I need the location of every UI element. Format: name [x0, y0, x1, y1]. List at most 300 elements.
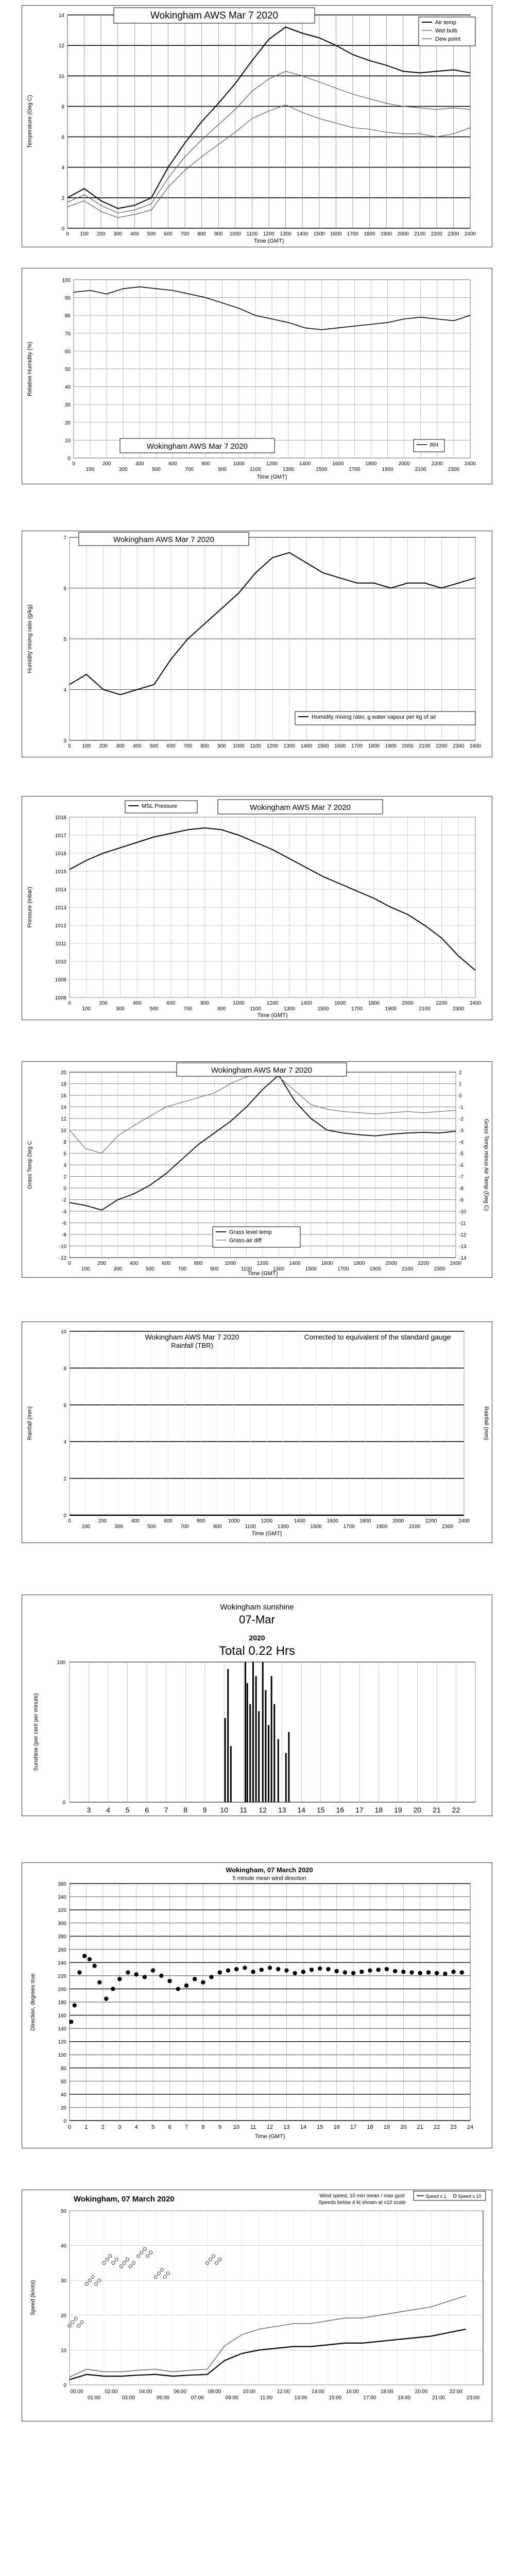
x-tick-label: 5: [125, 1806, 130, 1814]
y-tick-label: 200: [58, 1987, 66, 1993]
x-tick-label: 09:00: [225, 2395, 238, 2401]
x-tick-label: 1500: [310, 1524, 322, 1530]
x-tick-label: 02:00: [105, 2389, 118, 2395]
x-tick-label: 500: [149, 1006, 159, 1012]
x-tick-label: 04:00: [139, 2389, 152, 2395]
y-tick-label: -8: [62, 1232, 66, 1238]
x-tick-label: 700: [178, 1266, 187, 1272]
direction-point: [134, 1972, 138, 1976]
x-tick-label: 600: [164, 1518, 173, 1524]
direction-point: [359, 1970, 364, 1974]
y-tick-label: 1008: [55, 995, 66, 1001]
x-tick-label: 200: [96, 231, 106, 237]
y-axis-label: Rainfall (mm): [27, 1406, 33, 1440]
x-tick-label: 100: [85, 467, 95, 472]
x-tick-label: 2100: [402, 1266, 414, 1272]
x-tick-label: 1700: [349, 467, 360, 472]
y-tick-label: 10: [60, 1329, 66, 1335]
x-tick-label: 19: [394, 1806, 402, 1814]
x-tick-label: 1600: [334, 743, 346, 749]
legend-entry: Speed x 1: [425, 2194, 447, 2199]
y-tick-label: 20: [60, 2313, 66, 2319]
plot-area: [70, 1662, 475, 1802]
y-tick-label: 14: [60, 1105, 66, 1111]
chart-note: Corrected to equivalent of the standard gauge: [304, 1333, 451, 1341]
x-tick-label: 900: [210, 1266, 219, 1272]
x-tick-label: 500: [147, 1524, 156, 1530]
direction-point: [310, 1968, 314, 1972]
x-tick-label: 1200: [256, 1261, 269, 1266]
y2-tick-label: -10: [459, 1209, 467, 1215]
y-tick-label: 60: [60, 2079, 66, 2085]
y2-tick-label: -11: [459, 1221, 466, 1227]
x-tick-label: 1200: [266, 461, 278, 467]
x-tick-label: 5: [151, 2124, 155, 2130]
x-tick-label: 300: [113, 1266, 123, 1272]
y-tick-label: 16: [60, 1093, 66, 1099]
x-tick-label: 400: [130, 231, 139, 237]
humidity-chart: [22, 268, 492, 484]
y-tick-label: 6: [63, 1151, 66, 1157]
direction-point: [97, 1980, 101, 1984]
sunshine-chart: [22, 1595, 492, 1816]
humidity-chart-panel: [22, 268, 492, 484]
pressure-chart: [22, 796, 492, 1020]
chart-subtitle: Wind speed, 10 min mean / max gust: [319, 2193, 405, 2199]
x-tick-label: 10: [233, 2124, 240, 2130]
y-tick-label: 30: [64, 402, 71, 409]
x-tick-label: 1000: [233, 1001, 245, 1006]
y-tick-label: 340: [58, 1894, 66, 1901]
x-tick-label: 800: [201, 461, 211, 467]
x-axis-label: Time (GMT): [257, 1012, 288, 1019]
x-tick-label: 400: [135, 461, 144, 467]
legend-entry: Wet bulb: [435, 28, 458, 34]
x-tick-label: 1900: [385, 1006, 397, 1012]
y2-tick-label: -4: [459, 1140, 464, 1145]
x-tick-label: 100: [81, 1524, 91, 1530]
direction-point: [426, 1970, 431, 1974]
y-tick-label: 360: [58, 1882, 66, 1887]
chart-year: 2020: [249, 1634, 265, 1642]
x-tick-label: 11:00: [260, 2395, 273, 2401]
x-tick-label: 6: [168, 2124, 171, 2130]
x-tick-label: 200: [102, 461, 111, 467]
y-tick-label: 1015: [55, 869, 66, 875]
x-tick-label: 13:00: [294, 2395, 307, 2401]
y-axis-label: Grass Temp Deg C: [27, 1141, 33, 1189]
x-tick-label: 500: [152, 467, 161, 472]
y2-tick-label: 0: [459, 1093, 462, 1099]
direction-point: [284, 1968, 288, 1972]
x-tick-label: 1100: [245, 1524, 256, 1530]
x-tick-label: 14: [297, 1806, 306, 1814]
direction-point: [343, 1970, 347, 1974]
wind-direction-chart-panel: [22, 1862, 492, 2148]
y-tick-label: 3: [63, 738, 66, 744]
y-tick-label: 2: [63, 1174, 66, 1180]
direction-point: [418, 1971, 422, 1975]
x-tick-label: 2200: [436, 1001, 448, 1006]
y-tick-label: 6: [63, 586, 66, 592]
y-tick-label: 0: [63, 1186, 66, 1192]
x-tick-label: 1000: [233, 461, 245, 467]
x-tick-label: 6: [145, 1806, 149, 1814]
x-tick-label: 400: [131, 1518, 140, 1524]
y-tick-label: 10: [58, 74, 64, 80]
x-tick-label: 03:00: [122, 2395, 135, 2401]
chart-title: Wokingham sunshine: [220, 1603, 294, 1612]
x-tick-label: 8: [183, 1806, 188, 1814]
chart-subtitle-2: Speeds below 4 kt shown at x10 scale: [318, 2200, 406, 2206]
x-tick-label: 600: [166, 1001, 176, 1006]
direction-point: [260, 1968, 264, 1972]
y-tick-label: 14: [58, 13, 64, 19]
y2-tick-label: -12: [459, 1232, 467, 1238]
y-tick-label: 6: [61, 134, 64, 141]
y-axis-label: Relative Humidity (%): [27, 342, 33, 396]
x-tick-label: 100: [81, 1266, 90, 1272]
chart-title: Wokingham AWS Mar 7 2020: [145, 1333, 239, 1341]
y2-tick-label: -13: [459, 1244, 467, 1250]
y-tick-label: 140: [58, 2026, 66, 2032]
x-tick-label: 1200: [261, 1518, 273, 1524]
direction-point: [268, 1965, 272, 1970]
x-tick-label: 2: [101, 2124, 105, 2130]
x-tick-label: 1800: [364, 231, 375, 237]
direction-point: [301, 1970, 305, 1974]
x-tick-label: 1900: [385, 743, 397, 749]
y-axis-label: Pressure (mbar): [27, 887, 33, 928]
x-tick-label: 1300: [283, 1006, 295, 1012]
y2-tick-label: -3: [459, 1128, 464, 1134]
y-tick-label: 100: [57, 1660, 65, 1666]
x-tick-label: 18: [367, 2124, 373, 2130]
x-tick-label: 14:00: [311, 2389, 324, 2395]
x-tick-label: 2300: [434, 1266, 445, 1272]
x-axis-label: Time (GMT): [256, 474, 287, 480]
x-tick-label: 12: [266, 2124, 273, 2130]
x-tick-label: 2400: [469, 743, 482, 749]
x-tick-label: 24: [467, 2124, 474, 2130]
y-tick-label: 40: [60, 2243, 66, 2249]
direction-point: [460, 1970, 464, 1974]
direction-point: [176, 1987, 180, 1991]
chart-title: Wokingham AWS Mar 7 2020: [250, 803, 351, 812]
x-tick-label: 1800: [368, 1001, 380, 1006]
x-tick-label: 2300: [441, 1524, 454, 1530]
x-tick-label: 1500: [305, 1266, 317, 1272]
y-tick-label: 1018: [55, 815, 66, 821]
y2-tick-label: -6: [459, 1163, 464, 1168]
y-axis-label: Direction, degrees true: [30, 1973, 36, 2031]
y-tick-label: 8: [61, 104, 64, 110]
x-tick-label: 23:00: [467, 2395, 480, 2401]
x-tick-label: 01:00: [87, 2395, 100, 2401]
x-tick-label: 2000: [402, 743, 414, 749]
x-tick-label: 100: [80, 231, 89, 237]
x-tick-label: 13: [283, 2124, 290, 2130]
direction-point: [143, 1975, 147, 1979]
x-tick-label: 1700: [351, 743, 363, 749]
chart-subtitle: 07-Mar: [239, 1613, 275, 1626]
y-tick-label: 30: [60, 2278, 66, 2284]
x-tick-label: 1000: [228, 1518, 240, 1524]
rainfall-chart: [22, 1322, 492, 1543]
x-tick-label: 2100: [419, 743, 431, 749]
x-tick-label: 1800: [368, 743, 380, 749]
x-tick-label: 1900: [382, 467, 393, 472]
direction-point: [69, 2020, 73, 2024]
x-tick-label: 08:00: [208, 2389, 221, 2395]
grass-temp-chart-panel: [22, 1061, 492, 1278]
x-tick-label: 1000: [229, 231, 241, 237]
x-tick-label: 400: [129, 1261, 139, 1266]
direction-point: [92, 1964, 96, 1968]
x-axis-label: Time (GMT): [253, 238, 284, 244]
y-tick-label: 12: [60, 1116, 66, 1122]
x-tick-label: 4: [134, 2124, 138, 2130]
y-tick-label: 0: [63, 2383, 66, 2388]
y-tick-label: 100: [62, 278, 71, 283]
x-tick-label: 2200: [418, 1261, 430, 1266]
legend-box: [414, 439, 444, 452]
y-tick-label: 60: [64, 349, 71, 355]
y2-axis-label: Grass Temp minus Air Temp (Deg C): [483, 1118, 489, 1211]
y-axis-label: Sunshine (per cent per minute): [33, 1693, 39, 1771]
direction-point: [393, 1969, 397, 1973]
x-tick-label: 2000: [397, 231, 409, 237]
x-tick-label: 1400: [294, 1518, 305, 1524]
x-tick-label: 700: [180, 231, 190, 237]
wind-direction-chart: [22, 1863, 492, 2148]
x-tick-label: 1300: [280, 231, 291, 237]
x-tick-label: 1500: [313, 231, 325, 237]
grass-temp-chart: [22, 1062, 492, 1277]
x-tick-label: 2400: [450, 1261, 462, 1266]
direction-point: [401, 1970, 405, 1974]
y-tick-label: 4: [63, 1439, 66, 1446]
y-tick-label: 1011: [55, 941, 66, 947]
y-tick-label: 20: [64, 420, 71, 426]
x-tick-label: 200: [97, 1261, 106, 1266]
x-tick-label: 1700: [337, 1266, 349, 1272]
x-tick-label: 1400: [289, 1261, 301, 1266]
x-tick-label: 4: [106, 1806, 110, 1814]
x-tick-label: 100: [82, 1006, 91, 1012]
x-tick-label: 800: [197, 231, 207, 237]
x-tick-label: 900: [217, 743, 226, 749]
y-tick-label: 4: [61, 165, 64, 171]
x-tick-label: 19:00: [398, 2395, 411, 2401]
chart-title: Wokingham, 07 March 2020: [74, 2195, 175, 2204]
x-tick-label: 3: [87, 1806, 91, 1814]
legend-entry: Grass level temp: [229, 1229, 272, 1235]
direction-point: [443, 1972, 447, 1976]
sunshine-total: Total 0.22 Hrs: [218, 1644, 296, 1658]
x-tick-label: 600: [164, 231, 173, 237]
y-tick-label: -10: [59, 1244, 66, 1250]
x-tick-label: 9: [202, 1806, 207, 1814]
temperature-chart: [22, 6, 492, 247]
legend-entry: Grass-air diff: [229, 1238, 262, 1244]
x-tick-label: 700: [183, 743, 193, 749]
x-tick-label: 00:00: [70, 2389, 83, 2395]
x-tick-label: 20: [413, 1806, 422, 1814]
y2-axis-label: Rainfall (mm): [483, 1406, 489, 1440]
x-tick-label: 300: [118, 467, 128, 472]
x-tick-label: 800: [200, 1001, 210, 1006]
y-tick-label: 70: [64, 331, 71, 337]
x-tick-label: 2000: [402, 1001, 414, 1006]
direction-point: [193, 1977, 197, 1981]
y-tick-label: 260: [58, 1947, 66, 1953]
mixing-ratio-chart: [22, 531, 492, 757]
x-tick-label: 1400: [297, 231, 308, 237]
y2-tick-label: -2: [459, 1116, 464, 1122]
x-tick-label: 1100: [241, 1266, 252, 1272]
y-tick-label: 1016: [55, 851, 66, 857]
x-tick-label: 2100: [415, 467, 426, 472]
x-axis-label: Time (GMT): [251, 1531, 282, 1537]
direction-point: [218, 1970, 222, 1974]
x-tick-label: 1100: [250, 743, 261, 749]
wind-speed-chart: [22, 2190, 492, 2421]
y2-tick-label: -14: [459, 1256, 467, 1261]
y2-tick-label: 1: [459, 1081, 462, 1088]
x-tick-label: 1200: [263, 231, 275, 237]
x-tick-label: 7: [184, 2124, 188, 2130]
x-tick-label: 11: [250, 2124, 256, 2130]
x-tick-label: 1900: [369, 1266, 381, 1272]
x-tick-label: 900: [214, 231, 223, 237]
direction-point: [88, 1957, 92, 1961]
x-tick-label: 1300: [283, 743, 295, 749]
x-tick-label: 2200: [436, 743, 448, 749]
direction-point: [251, 1970, 255, 1974]
x-tick-label: 1700: [347, 231, 359, 237]
x-tick-label: 400: [132, 743, 142, 749]
x-tick-label: 0: [68, 1001, 71, 1006]
x-tick-label: 500: [145, 1266, 154, 1272]
x-tick-label: 1600: [330, 231, 342, 237]
y-tick-label: 1013: [55, 905, 66, 911]
x-tick-label: 07:00: [191, 2395, 204, 2401]
x-tick-label: 2200: [431, 461, 443, 467]
x-tick-label: 21: [417, 2124, 423, 2130]
x-tick-label: 21:00: [432, 2395, 445, 2401]
y-tick-label: 20: [60, 1070, 66, 1076]
pressure-chart-panel: [22, 796, 492, 1020]
x-tick-label: 3: [118, 2124, 122, 2130]
y-tick-label: 18: [60, 1081, 66, 1088]
y-tick-label: 12: [58, 43, 64, 49]
x-tick-label: 1: [84, 2124, 88, 2130]
x-tick-label: 1600: [332, 461, 344, 467]
chart-title: Wokingham AWS Mar 7 2020: [150, 10, 279, 21]
y-tick-label: 40: [60, 2092, 66, 2098]
x-tick-label: 10: [220, 1806, 228, 1814]
y-tick-label: 10: [60, 1128, 66, 1134]
y-axis-label: Temperature (Deg C): [27, 95, 33, 148]
x-tick-label: 1100: [250, 467, 261, 472]
y-tick-label: 2: [63, 1476, 66, 1482]
x-tick-label: 2300: [453, 743, 465, 749]
direction-point: [111, 1987, 115, 1991]
x-tick-label: 10:00: [243, 2389, 256, 2395]
x-tick-label: 1800: [365, 461, 377, 467]
x-tick-label: 12: [259, 1806, 267, 1814]
x-tick-label: 1600: [321, 1261, 333, 1266]
x-tick-label: 1400: [300, 1001, 312, 1006]
x-tick-label: 600: [166, 743, 176, 749]
x-tick-label: 2300: [448, 467, 460, 472]
x-tick-label: 11: [239, 1806, 247, 1814]
direction-point: [376, 1968, 381, 1972]
x-tick-label: 500: [147, 231, 156, 237]
direction-point: [104, 1996, 108, 2001]
y-tick-label: 320: [58, 1908, 66, 1914]
x-tick-label: 600: [168, 461, 177, 467]
y-tick-label: 0: [62, 1800, 65, 1806]
chart-subtitle: Rainfall (TBR): [171, 1342, 213, 1349]
x-tick-label: 8: [201, 2124, 205, 2130]
x-tick-label: 22: [434, 2124, 440, 2130]
x-tick-label: 16: [333, 2124, 340, 2130]
x-tick-label: 2400: [469, 1001, 482, 1006]
direction-point: [385, 1967, 389, 1971]
direction-point: [243, 1965, 247, 1970]
y-tick-label: -4: [62, 1209, 66, 1215]
x-tick-label: 1300: [282, 467, 295, 472]
rainfall-chart-panel: [22, 1321, 492, 1543]
sunshine-chart-panel: [22, 1595, 492, 1816]
direction-point: [409, 1970, 414, 1974]
y-tick-label: 10: [64, 438, 71, 444]
y-tick-label: 8: [63, 1140, 66, 1145]
y-tick-label: 1012: [55, 923, 66, 929]
y-tick-label: 50: [64, 367, 71, 372]
x-tick-label: 9: [218, 2124, 221, 2130]
direction-point: [82, 1954, 87, 1958]
x-tick-label: 300: [113, 231, 123, 237]
x-axis-label: Time (GMT): [247, 1270, 278, 1277]
direction-point: [201, 1980, 205, 1984]
direction-point: [126, 1970, 130, 1974]
x-tick-label: 0: [68, 743, 71, 749]
wind-speed-chart-panel: [22, 2190, 492, 2421]
x-tick-label: 1800: [359, 1518, 371, 1524]
direction-point: [151, 1968, 155, 1972]
direction-point: [73, 2003, 77, 2007]
y-tick-label: 80: [60, 2065, 66, 2072]
direction-point: [234, 1967, 238, 1971]
y-tick-label: 8: [63, 1366, 66, 1372]
chart-subtitle: 5 minute mean wind direction: [232, 1875, 306, 1882]
x-tick-label: 700: [183, 1006, 193, 1012]
direction-point: [326, 1967, 330, 1971]
x-tick-label: 2300: [448, 231, 459, 237]
x-tick-label: 0: [72, 461, 75, 467]
x-tick-label: 1400: [300, 743, 312, 749]
y-tick-label: 7: [63, 535, 66, 541]
x-tick-label: 1700: [343, 1524, 355, 1530]
y-tick-label: 4: [63, 1163, 66, 1168]
x-tick-label: 200: [98, 1518, 107, 1524]
y2-tick-label: -1: [459, 1105, 464, 1111]
x-tick-label: 17: [355, 1806, 364, 1814]
direction-point: [209, 1975, 213, 1979]
